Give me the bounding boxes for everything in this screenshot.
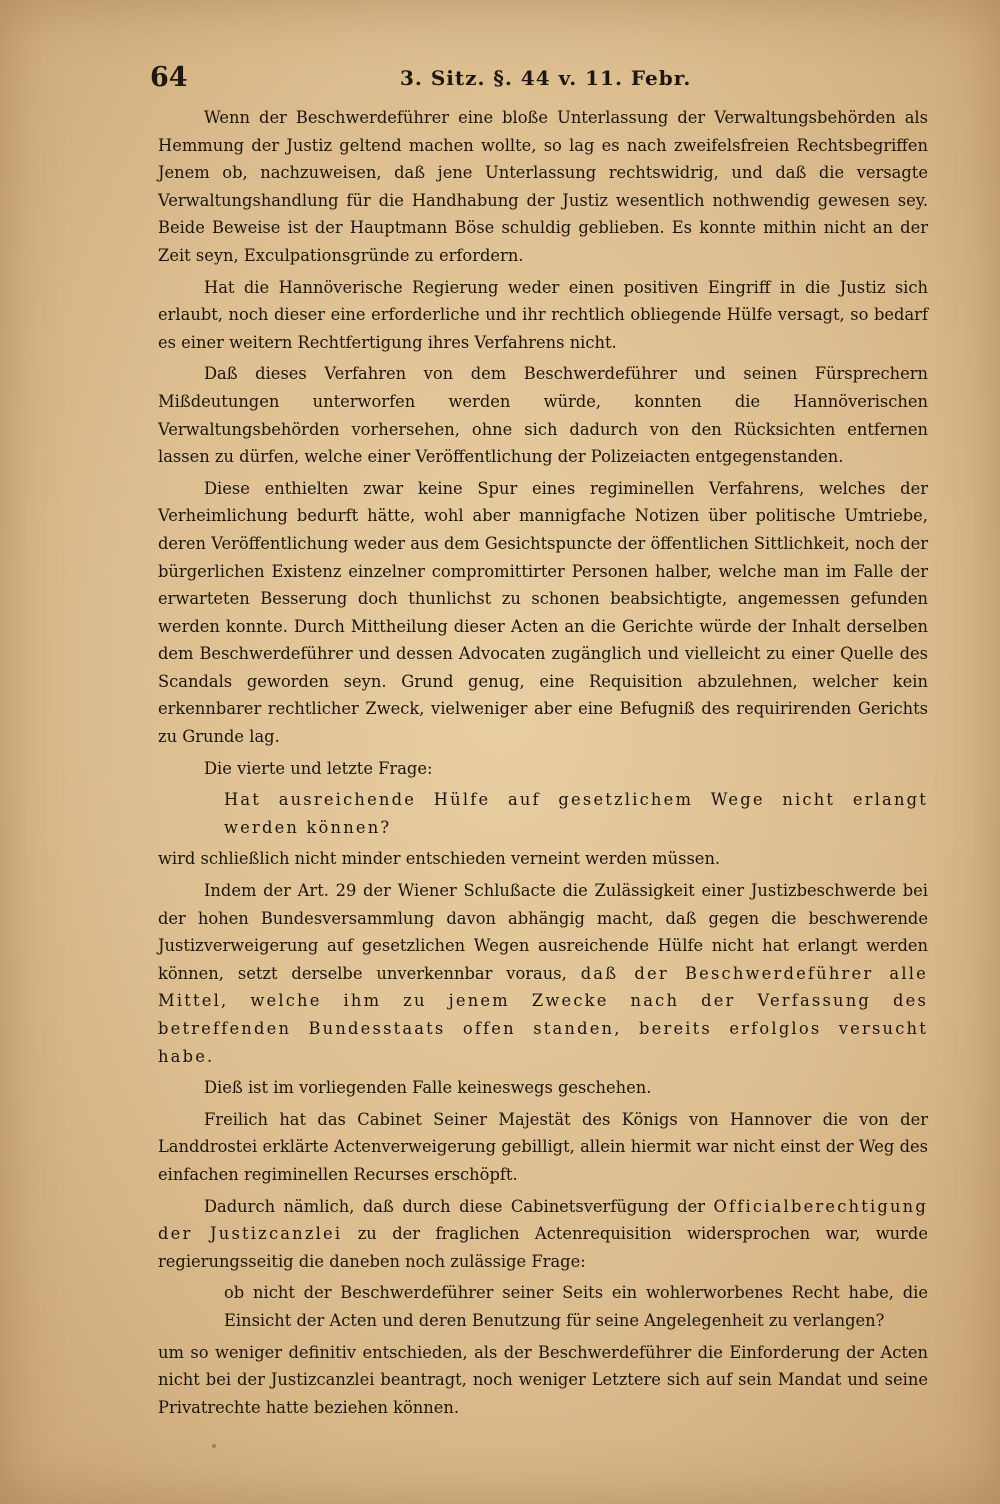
page-number: 64 <box>150 62 188 93</box>
paragraph-1: Wenn der Beschwerdeführer eine bloße Unterlassung der Verwaltungsbehörden als Hemmung der Justiz geltend machen wollte, so lag es nach zweifelsfreien Rechtsbegriffen Jenem ob, nachzuweisen, daß jene Unterlassung rechtswidrig, und daß die versagte Verwaltungshandlung für die Handhabung der Justiz wesentlich nothwendig gewesen sey. Beide Beweise ist der Hauptmann Böse schuldig geblieben. Es konnte mithin nicht an der Zeit seyn, Exculpationsgründe zu erfordern. <box>158 108 928 265</box>
paragraph-2: Hat die Hannöverische Regierung weder einen positiven Eingriff in die Justiz sich erlaubt, noch dieser eine erforderliche und ihr rechtlich obliegende Hülfe versagt, so bedarf es einer weitern Rechtfertigung ihres Verfahrens nicht. <box>158 277 928 352</box>
paragraph-13: um so weniger definitiv entschieden, als der Beschwerdeführer die Einforderung der Acten nicht bei der Justizcanzlei beantragt, noch weniger Letztere sich auf sein Mandat und seine Privatrechte hatte beziehen können. <box>158 1342 928 1417</box>
paragraph-4: Diese enthielten zwar keine Spur eines regiminellen Verfahrens, welches der Verheimlichung bedurft hätte, wohl aber mannigfache Notizen über politische Umtriebe, deren Veröffentlichung weder aus dem Gesichtspuncte der öffentlichen Sittlichkeit, noch der bürgerlichen Existenz einzelner compromittirter Personen halber, welche man im Falle der erwarteten Besserung doch thunlichst zu schonen beabsichtigte, angemessen gefunden werden konnte. Durch Mittheilung dieser Acten an die Gerichte würde der Inhalt derselben dem Beschwerdeführer und dessen Advocaten zugänglich und vielleicht zu einer Quelle des Scandals geworden seyn. Grund genug, eine Requisition abzulehnen, welcher kein erkennbarer rechtlicher Zweck, vielweniger aber eine Befugniß des requirirenden Gerichts zu Grunde lag. <box>158 478 928 747</box>
paragraph-8 <box>158 877 928 1070</box>
paragraph-11-text-end: zu der fraglichen Actenrequisition widersprochen war, wurde regierungsseitig die daneben noch zulässige Frage: <box>158 1224 928 1271</box>
paragraph-5: Die vierte und letzte Frage: <box>204 758 433 778</box>
running-head: 3. Sitz. §. 44 v. 11. Febr. <box>400 66 692 90</box>
paragraph-8-text: Indem der Art. 29 der Wiener Schlußacte die Zulässigkeit einer Justizbeschwerde bei der hohen Bundesversammlung davon abhängig macht, daß gegen die beschwerende Justizverweigerung auf gesetzlichen Wegen ausreichende Hülfe nicht hat erlangt werden können, setzt derselbe unverkennbar voraus, <box>158 881 928 983</box>
paragraph-11 <box>158 1193 928 1276</box>
paragraph-9: Dieß ist im vorliegenden Falle keineswegs geschehen. <box>204 1078 652 1098</box>
paragraph-11-text-start: Dadurch nämlich, daß durch diese Cabinetsverfügung der <box>204 1196 705 1216</box>
paragraph-8-emphasis: daß der Beschwerdeführer alle Mittel, welche ihm zu jenem Zwecke nach der Verfassung des betreffenden Bundesstaats offen standen, bereits erfolglos versucht habe. <box>158 963 928 1066</box>
paper-speck <box>212 1444 216 1448</box>
paragraph-7: wird schließlich nicht minder entschieden verneint werden müssen. <box>158 849 721 869</box>
body-text <box>158 104 928 1425</box>
question-quote: Hat ausreichende Hülfe auf gesetzlichem Wege nicht erlangt werden können? <box>224 790 928 837</box>
question-block: ob nicht der Beschwerdeführer seiner Seits ein wohlerworbenes Recht habe, die Einsicht der Acten und deren Benutzung für seine Angelegenheit zu verlangen? <box>224 1283 928 1330</box>
paragraph-10: Freilich hat das Cabinet Seiner Majestät des Königs von Hannover die von der Landdrostei erklärte Actenverweigerung gebilligt, allein hiermit war nicht einst der Weg des einfachen regiminellen Recurses erschöpft. <box>158 1109 928 1184</box>
paragraph-3: Daß dieses Verfahren von dem Beschwerdeführer und seinen Fürsprechern Mißdeutungen unterworfen werden würde, konnten die Hannöverischen Verwaltungsbehörden vorhersehen, ohne sich dadurch von den Rücksichten entfernen lassen zu dürfen, welche einer Veröffentlichung der Polizeiacten entgegenstanden. <box>158 364 928 467</box>
page-header <box>150 62 930 102</box>
paragraph-11-emphasis: Officialberechtigung der Justizcanzlei <box>158 1196 928 1244</box>
